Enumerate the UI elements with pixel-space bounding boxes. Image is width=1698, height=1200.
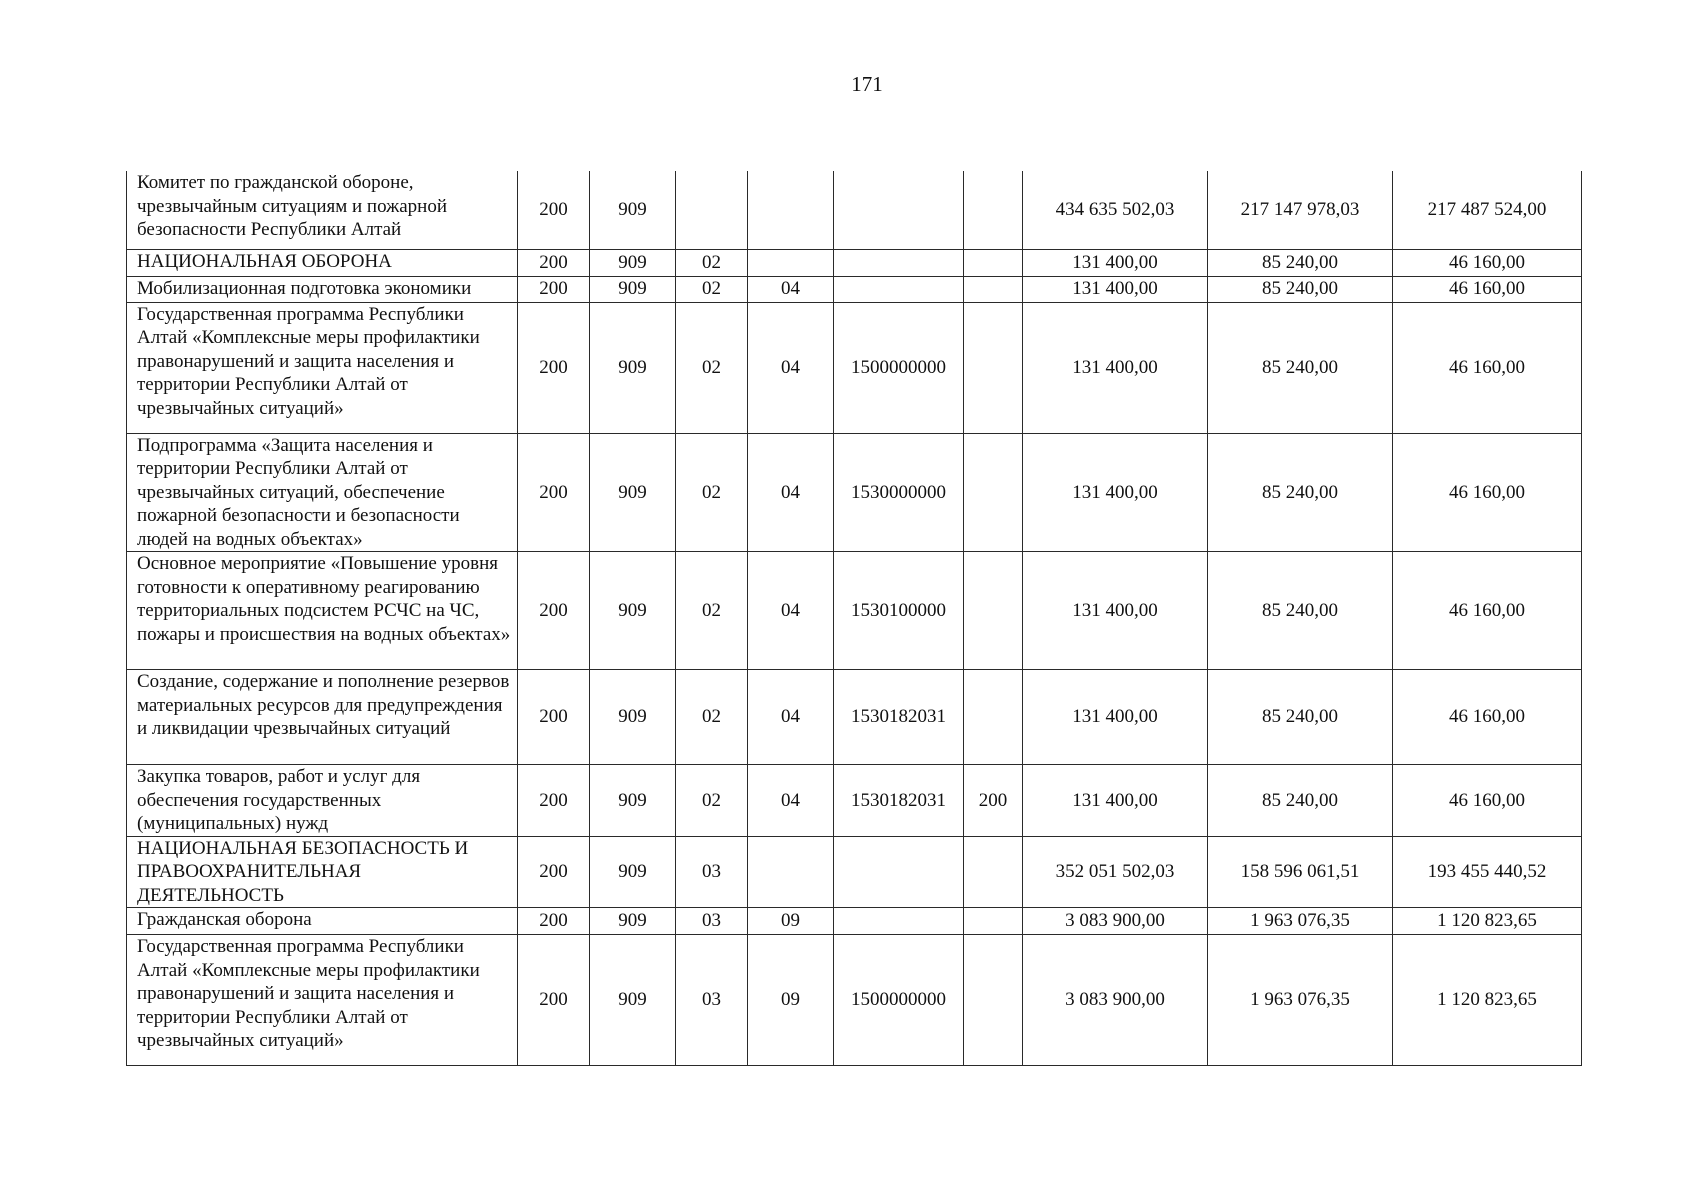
- cell-target-article: 1530182031: [834, 670, 964, 765]
- cell-expense-type: [964, 908, 1023, 935]
- cell-target-article: [834, 276, 964, 302]
- cell-section: 03: [676, 908, 748, 935]
- cell-subsection: 04: [748, 552, 834, 670]
- row-name: Основное мероприятие «Повышение уровня готовности к оперативному реагированию территориальных подсистем РСЧС на ЧС, пожары и происшествия на водных объектах»: [127, 552, 518, 670]
- table-row: [127, 670, 1582, 765]
- cell-amount-3: 193 455 440,52: [1393, 836, 1582, 908]
- cell-amount-1: 131 400,00: [1023, 433, 1208, 552]
- cell-target-article: [834, 908, 964, 935]
- table-row: [127, 433, 1582, 552]
- cell-ministry: 909: [590, 935, 676, 1066]
- cell-amount-3: 46 160,00: [1393, 302, 1582, 433]
- cell-section: [676, 171, 748, 249]
- cell-code: 200: [518, 552, 590, 670]
- cell-target-article: 1530100000: [834, 552, 964, 670]
- cell-amount-3: 46 160,00: [1393, 249, 1582, 276]
- row-name: Комитет по гражданской обороне, чрезвычайным ситуациям и пожарной безопасности Республики Алтай: [127, 171, 518, 249]
- cell-amount-3: 46 160,00: [1393, 765, 1582, 837]
- cell-section: 02: [676, 552, 748, 670]
- table-row: [127, 302, 1582, 433]
- cell-section: 02: [676, 302, 748, 433]
- cell-ministry: 909: [590, 171, 676, 249]
- cell-subsection: [748, 836, 834, 908]
- cell-ministry: 909: [590, 765, 676, 837]
- cell-subsection: [748, 249, 834, 276]
- budget-table: [126, 171, 1582, 1066]
- cell-expense-type: [964, 836, 1023, 908]
- cell-ministry: 909: [590, 908, 676, 935]
- cell-code: 200: [518, 765, 590, 837]
- cell-amount-1: 131 400,00: [1023, 276, 1208, 302]
- cell-amount-2: 158 596 061,51: [1208, 836, 1393, 908]
- cell-ministry: 909: [590, 836, 676, 908]
- cell-expense-type: [964, 552, 1023, 670]
- cell-amount-1: 3 083 900,00: [1023, 908, 1208, 935]
- cell-amount-3: 217 487 524,00: [1393, 171, 1582, 249]
- cell-amount-2: 1 963 076,35: [1208, 935, 1393, 1066]
- cell-amount-2: 85 240,00: [1208, 552, 1393, 670]
- row-name: Мобилизационная подготовка экономики: [127, 276, 518, 302]
- table-row: [127, 908, 1582, 935]
- cell-amount-2: 85 240,00: [1208, 276, 1393, 302]
- cell-amount-2: 85 240,00: [1208, 249, 1393, 276]
- cell-amount-1: 131 400,00: [1023, 249, 1208, 276]
- cell-target-article: 1530182031: [834, 765, 964, 837]
- cell-expense-type: [964, 276, 1023, 302]
- cell-target-article: [834, 249, 964, 276]
- cell-code: 200: [518, 249, 590, 276]
- cell-ministry: 909: [590, 276, 676, 302]
- cell-expense-type: [964, 302, 1023, 433]
- cell-code: 200: [518, 302, 590, 433]
- cell-expense-type: [964, 935, 1023, 1066]
- cell-amount-2: 1 963 076,35: [1208, 908, 1393, 935]
- cell-subsection: 04: [748, 302, 834, 433]
- cell-target-article: [834, 836, 964, 908]
- cell-amount-1: 131 400,00: [1023, 765, 1208, 837]
- cell-amount-2: 85 240,00: [1208, 670, 1393, 765]
- cell-code: 200: [518, 171, 590, 249]
- cell-ministry: 909: [590, 433, 676, 552]
- cell-target-article: [834, 171, 964, 249]
- row-name: НАЦИОНАЛЬНАЯ ОБОРОНА: [127, 249, 518, 276]
- cell-amount-2: 217 147 978,03: [1208, 171, 1393, 249]
- cell-amount-3: 46 160,00: [1393, 276, 1582, 302]
- cell-expense-type: [964, 249, 1023, 276]
- cell-code: 200: [518, 908, 590, 935]
- table-row: [127, 935, 1582, 1066]
- cell-subsection: 04: [748, 276, 834, 302]
- cell-expense-type: [964, 433, 1023, 552]
- cell-amount-2: 85 240,00: [1208, 765, 1393, 837]
- cell-section: 02: [676, 670, 748, 765]
- row-name: Государственная программа Республики Алтай «Комплексные меры профилактики правонарушений и защита населения и территории Республики Алтай от чрезвычайных ситуаций»: [127, 302, 518, 433]
- row-name: Государственная программа Республики Алтай «Комплексные меры профилактики правонарушений и защита населения и территории Республики Алтай от чрезвычайных ситуаций»: [127, 935, 518, 1066]
- row-name: Закупка товаров, работ и услуг для обеспечения государственных (муниципальных) нужд: [127, 765, 518, 837]
- cell-amount-3: 1 120 823,65: [1393, 908, 1582, 935]
- cell-ministry: 909: [590, 552, 676, 670]
- cell-expense-type: 200: [964, 765, 1023, 837]
- cell-amount-1: 352 051 502,03: [1023, 836, 1208, 908]
- table-row: [127, 552, 1582, 670]
- cell-amount-2: 85 240,00: [1208, 433, 1393, 552]
- cell-section: 02: [676, 433, 748, 552]
- table-row: [127, 249, 1582, 276]
- cell-section: 02: [676, 765, 748, 837]
- cell-subsection: 09: [748, 935, 834, 1066]
- cell-code: 200: [518, 276, 590, 302]
- table-row: [127, 836, 1582, 908]
- cell-subsection: 09: [748, 908, 834, 935]
- row-name: Создание, содержание и пополнение резервов материальных ресурсов для предупреждения и ликвидации чрезвычайных ситуаций: [127, 670, 518, 765]
- cell-subsection: [748, 171, 834, 249]
- cell-section: 02: [676, 249, 748, 276]
- cell-amount-3: 1 120 823,65: [1393, 935, 1582, 1066]
- cell-amount-3: 46 160,00: [1393, 433, 1582, 552]
- cell-expense-type: [964, 670, 1023, 765]
- cell-ministry: 909: [590, 249, 676, 276]
- cell-ministry: 909: [590, 302, 676, 433]
- row-name: НАЦИОНАЛЬНАЯ БЕЗОПАСНОСТЬ И ПРАВООХРАНИТЕЛЬНАЯ ДЕЯТЕЛЬНОСТЬ: [127, 836, 518, 908]
- cell-amount-3: 46 160,00: [1393, 552, 1582, 670]
- cell-code: 200: [518, 935, 590, 1066]
- cell-amount-1: 3 083 900,00: [1023, 935, 1208, 1066]
- cell-amount-3: 46 160,00: [1393, 670, 1582, 765]
- cell-section: 03: [676, 836, 748, 908]
- cell-amount-1: 131 400,00: [1023, 670, 1208, 765]
- cell-subsection: 04: [748, 670, 834, 765]
- cell-target-article: 1530000000: [834, 433, 964, 552]
- cell-code: 200: [518, 433, 590, 552]
- cell-expense-type: [964, 171, 1023, 249]
- cell-amount-1: 131 400,00: [1023, 552, 1208, 670]
- table-row: [127, 765, 1582, 837]
- row-name: Гражданская оборона: [127, 908, 518, 935]
- cell-subsection: 04: [748, 433, 834, 552]
- row-name: Подпрограмма «Защита населения и территории Республики Алтай от чрезвычайных ситуаций, обеспечение пожарной безопасности и безопасности людей на водных объектах»: [127, 433, 518, 552]
- cell-amount-1: 131 400,00: [1023, 302, 1208, 433]
- cell-section: 02: [676, 276, 748, 302]
- cell-subsection: 04: [748, 765, 834, 837]
- cell-code: 200: [518, 670, 590, 765]
- cell-target-article: 1500000000: [834, 302, 964, 433]
- cell-amount-2: 85 240,00: [1208, 302, 1393, 433]
- cell-amount-1: 434 635 502,03: [1023, 171, 1208, 249]
- cell-section: 03: [676, 935, 748, 1066]
- table-row: [127, 276, 1582, 302]
- cell-ministry: 909: [590, 670, 676, 765]
- table-body: [127, 171, 1582, 1066]
- cell-target-article: 1500000000: [834, 935, 964, 1066]
- table-row: [127, 171, 1582, 249]
- page-number: 171: [851, 72, 883, 96]
- cell-code: 200: [518, 836, 590, 908]
